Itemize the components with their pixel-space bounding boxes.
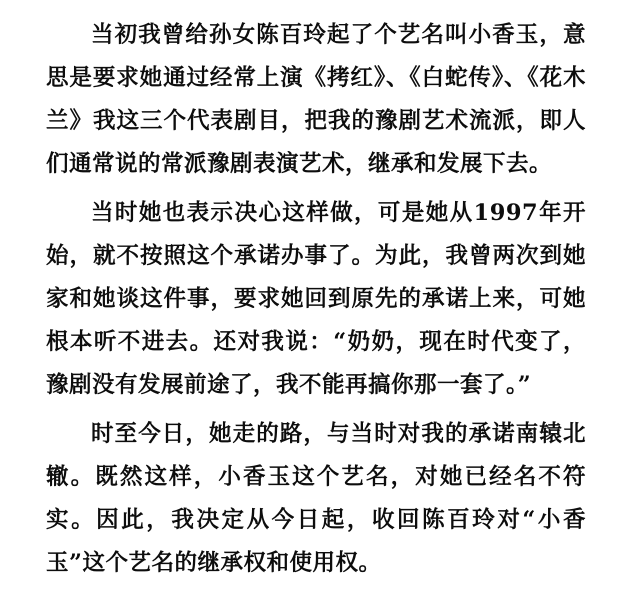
document-body <box>46 14 586 585</box>
paragraph-3: 时至今日，她走的路，与当时对我的承诺南辕北辙。既然这样，小香玉这个艺名，对她已经名不符实。因此，我决定从今日起，收回陈百玲对“小香玉”这个艺名的继承权和使用权。 <box>46 421 586 576</box>
paragraph-1: 当初我曾给孙女陈百玲起了个艺名叫小香玉，意思是要求她通过经常上演《拷红》、《白蛇传》、《花木兰》我这三个代表剧目，把我的豫剧艺术流派，即人们通常说的常派豫剧表演艺术，继承和发展下去。 <box>46 22 586 177</box>
paragraph-2: 当时她也表示决心这样做，可是她从1997年开始，就不按照这个承诺办事了。为此，我曾两次到她家和她谈这件事，要求她回到原先的承诺上来，可她根本听不进去。还对我说：“奶奶，现在时代变了，豫剧没有发展前途了，我不能再搞你那一套了。” <box>46 200 586 398</box>
